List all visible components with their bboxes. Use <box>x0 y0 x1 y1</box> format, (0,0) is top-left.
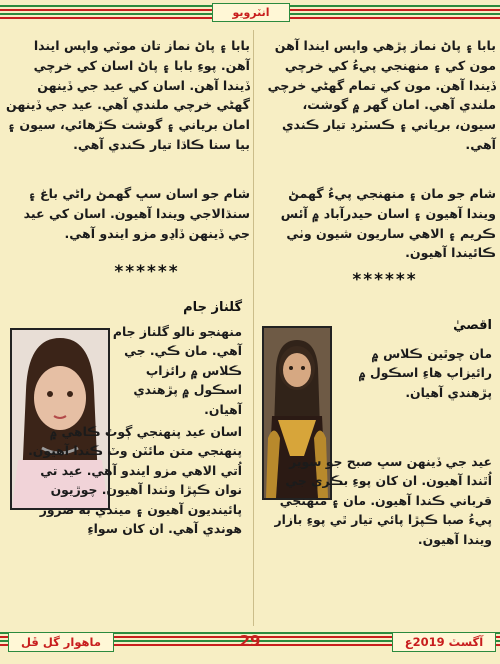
left-evening-text: شام جو اسان سڀ گهمڻ راڻي باغ ۽ سنڌالاجي ويندا آهيون. اسان کي عيد جي ڏينهن ڏاڍو مزو ايندو آهي. <box>23 186 250 241</box>
right-separator-stars: ****** <box>352 270 418 290</box>
profile-name-right: اقصيٰ <box>453 318 492 333</box>
left-column-evening <box>6 184 250 243</box>
profile-name-left: گلناز جام <box>183 300 242 315</box>
right-column-intro <box>258 36 496 155</box>
profile-caption-right: مان چوٿين ڪلاس ۾ رائيزاپ هاءِ اسڪول ۾ پڙهندي آهيان. <box>358 346 492 400</box>
column-divider <box>253 30 254 626</box>
profile-body-right: عيد جي ڏينهن سڀ صبح جو سوير اُٿندا آهيون. ان کان پوءِ بڪري جي قرباني ڪندا آهيون. مان ۽ منهنجي پيءُ صبا ڪپڙا پائي تيار ٿي پوءِ بازار ويندا آهيون. <box>274 454 492 547</box>
magazine-name: ماهوار گل ڦل <box>8 632 114 652</box>
right-column-evening <box>258 184 496 263</box>
profile-caption-left: منهنجو نالو گلناز جام آهي. مان ڪي. جي ڪلاس ۾ رائزاپ اسڪول ۾ پڙهندي آهيان. <box>112 324 242 417</box>
right-intro-text: بابا ۽ پاڻ نماز پڙهي واپس ايندا آهن مون کي ۽ منهنجي پيءُ کي خرچي ڏيندا آهن. مون کي تمام گهڻي خرچي ملندي آهي. امان گهر ۾ گوشت، سيون، برياني ۽ ڪسٽرڊ تيار ڪندي آهي. <box>267 38 496 152</box>
profile-body-left: اسان عيد پنهنجي ڳوٺ ڪاهي ۾ پنهنجي متن مائٽن وٽ ڪندا آهيون. اُتي الاهي مزو ايندو آهي. عيد تي نوان ڪپڙا وٺندا آهيون. چوڙيون پائينديون آهيون ۽ ميندي به ضرور هوندي آهي. ان کان سواءِ <box>28 424 242 537</box>
left-separator-stars: ****** <box>114 262 180 282</box>
issue-date: آگسٽ 2019ع <box>392 632 496 652</box>
left-column-intro <box>6 36 250 155</box>
left-intro-text: بابا ۽ پاڻ نماز تان موٽي واپس ايندا آهن. پوءِ بابا ۽ پاڻ اسان کي خرچي ڏيندا آهن. اسان کي عيد جي ڏينهن گهڻي خرچي ملندي آهي. عيد جي ڏينهن امان برياني ۽ گوشت ڪڙهائي، سيون ۽ بيا سنا ڪاڌا تيار ڪندي آهي. <box>6 38 250 152</box>
section-label: انٽرويو <box>212 3 290 22</box>
right-evening-text: شام جو مان ۽ منهنجي پيءُ گهمڻ ويندا آهيون ۽ اسان حيدرآباد ۾ آئس ڪريم ۽ الاهي ساريون شيون وٺي ڪائيندا آهيون. <box>280 186 496 261</box>
page-number: 29 <box>239 632 261 650</box>
